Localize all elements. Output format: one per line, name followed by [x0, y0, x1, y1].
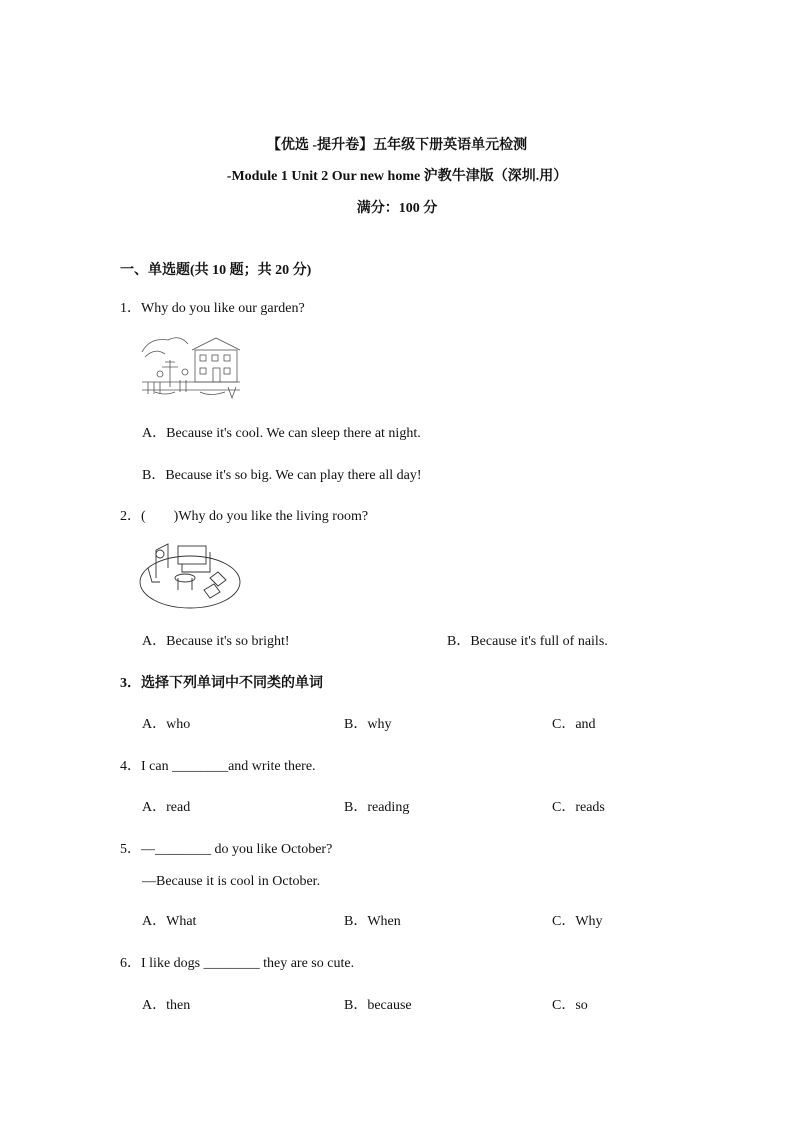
document-title: 【优选 -提升卷】五年级下册英语单元检测 [266, 138, 528, 153]
question-3 [120, 672, 323, 692]
option-b[interactable]: B．Because it's full of nails. [447, 634, 608, 649]
question-text: I can ________and write there. [141, 759, 316, 774]
question-text: ( )Why do you like the living room? [141, 509, 369, 524]
section-heading: 一、单选题(共 10 题；共 20 分) [120, 263, 312, 278]
option-a[interactable]: A．Because it's so bright! [142, 634, 290, 649]
question-2 [120, 505, 368, 525]
option-a[interactable]: A．then [142, 998, 191, 1013]
question-5 [120, 838, 332, 858]
question-1 [120, 297, 305, 317]
question-text: —________ do you like October? [141, 842, 333, 857]
question-text: Why do you like our garden? [141, 301, 305, 316]
question-number: 5． [120, 842, 141, 857]
option-c[interactable]: C．Why [552, 914, 603, 929]
option-a[interactable]: A．Because it's cool. We can sleep there at night. [142, 426, 421, 441]
question-5-response: —Because it is cool in October. [142, 874, 321, 889]
option-b[interactable]: B．reading [344, 800, 410, 815]
question-number: 4． [120, 759, 141, 774]
question-number: 3． [120, 676, 141, 691]
option-b[interactable]: B．When [344, 914, 401, 929]
garden-house-picture [140, 332, 242, 400]
living-room-picture [138, 538, 242, 610]
question-number: 6． [120, 956, 141, 971]
question-6 [120, 952, 354, 972]
document-subtitle: -Module 1 Unit 2 Our new home 沪教牛津版（深圳.用） [226, 169, 568, 184]
question-number: 1． [120, 301, 141, 316]
option-c[interactable]: C．and [552, 717, 596, 732]
option-b[interactable]: B．why [344, 717, 392, 732]
option-a[interactable]: A．who [142, 717, 191, 732]
option-a[interactable]: A．read [142, 800, 191, 815]
option-a[interactable]: A．What [142, 914, 197, 929]
question-text: I like dogs ________ they are so cute. [141, 956, 355, 971]
question-text: 选择下列单词中不同类的单词 [141, 676, 323, 691]
question-number: 2． [120, 509, 141, 524]
option-c[interactable]: C．so [552, 998, 588, 1013]
option-c[interactable]: C．reads [552, 800, 605, 815]
full-score: 满分：100 分 [356, 201, 438, 216]
option-b[interactable]: B．Because it's so big. We can play there all day! [142, 468, 422, 483]
question-4 [120, 755, 316, 775]
option-b[interactable]: B．because [344, 998, 412, 1013]
